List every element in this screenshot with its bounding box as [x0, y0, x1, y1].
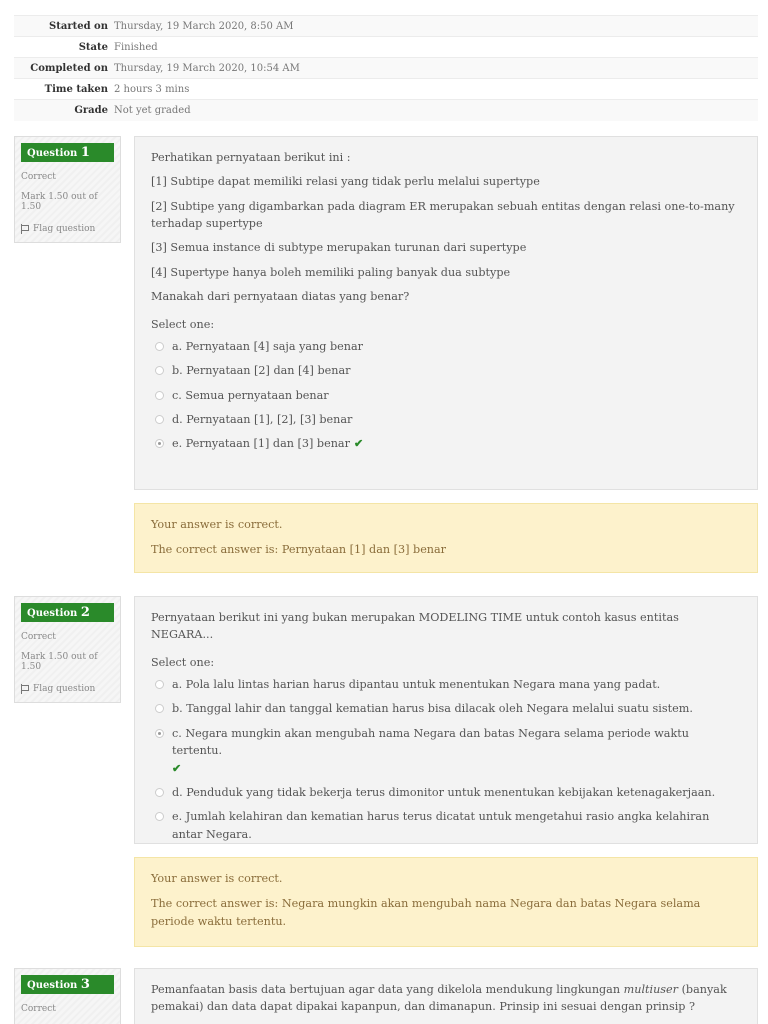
summary-value: Not yet graded: [114, 100, 758, 121]
summary-label: Completed on: [14, 58, 114, 79]
feedback-result: Your answer is correct.: [151, 518, 283, 531]
answer-option[interactable]: [151, 784, 741, 801]
question-2-content: [134, 596, 758, 844]
radio-button[interactable]: [155, 704, 164, 713]
flag-question-link[interactable]: [21, 224, 120, 234]
radio-button[interactable]: [155, 366, 164, 375]
check-icon: ✔: [172, 760, 182, 775]
question-badge: [21, 975, 114, 994]
answer-option-label: e. Jumlah kelahiran dan kematian harus terus dicatat untuk mengetahui rasio angka kelahiran antar Negara.: [172, 810, 710, 841]
question-badge: [21, 143, 114, 162]
question-number: 3: [80, 977, 90, 992]
summary-row: [14, 79, 758, 100]
answer-option[interactable]: [151, 700, 741, 717]
radio-button-checked[interactable]: [155, 439, 164, 448]
question-mark: Mark 1.50 out of 1.50: [21, 192, 98, 212]
question-text: Pernyataan berikut ini yang bukan merupakan MODELING TIME untuk contoh kasus entitas NEGARA...: [151, 611, 679, 642]
summary-value: Thursday, 19 March 2020, 10:54 AM: [114, 58, 758, 79]
radio-button[interactable]: [155, 680, 164, 689]
radio-button[interactable]: [155, 342, 164, 351]
select-one-label: Select one:: [151, 317, 215, 331]
answer-option-label: a. Pernyataan [4] saja yang benar: [172, 339, 363, 353]
question-text: [3] Semua instance di subtype merupakan turunan dari supertype: [151, 241, 527, 255]
summary-row: [14, 100, 758, 121]
flag-question-label: Flag question: [33, 224, 96, 234]
question-text-part: (banyak pemakai) dan data dapat dipakai kapanpun, dan dimanapun. Prinsip ini sesuai dengan prinsip ?: [151, 983, 727, 1014]
answer-option-label: d. Penduduk yang tidak bekerja terus dimonitor untuk menentukan kebijakan ketenagakerjaan.: [172, 785, 716, 799]
answer-option-label: d. Pernyataan [1], [2], [3] benar: [172, 412, 353, 426]
question-badge: [21, 603, 114, 622]
answer-option-label: c. Semua pernyataan benar: [172, 388, 329, 402]
question-number: 1: [80, 145, 90, 160]
answer-option[interactable]: [151, 411, 741, 428]
question-2-feedback: [134, 857, 758, 947]
question-text-emphasis: multiuser: [623, 983, 679, 996]
answer-option-selected[interactable]: [151, 435, 741, 452]
flag-icon: [21, 684, 29, 694]
feedback-correct-answer: The correct answer is: Pernyataan [1] dan [3] benar: [151, 543, 447, 557]
summary-label: Grade: [14, 100, 114, 121]
check-icon: ✔: [353, 436, 364, 451]
flag-question-link[interactable]: [21, 684, 120, 694]
radio-button[interactable]: [155, 788, 164, 797]
answer-option-label: b. Tanggal lahir dan tanggal kematian harus bisa dilacak oleh Negara melalui suatu sistem.: [172, 702, 693, 716]
answer-option[interactable]: [151, 808, 741, 843]
question-2-info: [14, 596, 121, 703]
summary-row: [14, 16, 758, 37]
question-state: Correct: [21, 1004, 56, 1014]
attempt-summary-table: [14, 15, 758, 121]
question-badge-label: Question: [27, 148, 78, 159]
question-text: [2] Subtipe yang digambarkan pada diagram ER merupakan sebuah entitas dengan relasi one-to-many terhadap supertype: [151, 199, 735, 231]
flag-question-label: Flag question: [33, 684, 96, 694]
question-3-info: [14, 968, 121, 1024]
question-state: Correct: [21, 632, 56, 642]
answer-option[interactable]: [151, 338, 741, 355]
answer-option-label: b. Pernyataan [2] dan [4] benar: [172, 364, 351, 378]
question-1-content: [134, 136, 758, 490]
question-3-content: [134, 968, 758, 1024]
answer-option-label: e. Pernyataan [1] dan [3] benar: [172, 437, 350, 451]
question-badge-label: Question: [27, 608, 78, 619]
question-text-part: Pemanfaatan basis data bertujuan agar data yang dikelola mendukung lingkungan: [151, 983, 624, 996]
feedback-result: Your answer is correct.: [151, 872, 283, 885]
answer-option[interactable]: [151, 362, 741, 379]
radio-button[interactable]: [155, 812, 164, 821]
summary-label: State: [14, 37, 114, 58]
answer-option-selected[interactable]: [151, 725, 741, 777]
radio-button-checked[interactable]: [155, 729, 164, 738]
summary-row: [14, 37, 758, 58]
answer-option[interactable]: [151, 676, 741, 693]
question-text: Perhatikan pernyataan berikut ini :: [151, 151, 351, 164]
answer-option-label: a. Pola lalu lintas harian harus dipantau untuk menentukan Negara mana yang padat.: [172, 678, 661, 692]
select-one-label: Select one:: [151, 655, 215, 669]
question-text: [151, 981, 741, 1016]
question-text: [4] Supertype hanya boleh memiliki paling banyak dua subtype: [151, 265, 511, 279]
question-number: 2: [80, 605, 90, 620]
question-1-feedback: [134, 503, 758, 573]
answer-option-label: c. Negara mungkin akan mengubah nama Negara dan batas Negara selama periode waktu tertentu.: [172, 726, 689, 758]
radio-button[interactable]: [155, 415, 164, 424]
flag-icon: [21, 224, 29, 234]
answer-option[interactable]: [151, 387, 741, 404]
summary-label: Started on: [14, 16, 114, 37]
summary-label: Time taken: [14, 79, 114, 100]
question-state: Correct: [21, 172, 56, 182]
question-badge-label: Question: [27, 980, 78, 991]
feedback-correct-answer: The correct answer is: Negara mungkin akan mengubah nama Negara dan batas Negara selama periode waktu tertentu.: [151, 897, 701, 928]
summary-row: [14, 58, 758, 79]
question-mark: Mark 1.50 out of 1.50: [21, 652, 98, 672]
summary-value: Finished: [114, 37, 758, 58]
radio-button[interactable]: [155, 391, 164, 400]
question-text: [1] Subtipe dapat memiliki relasi yang tidak perlu melalui supertype: [151, 175, 540, 189]
question-1-info: [14, 136, 121, 243]
summary-value: Thursday, 19 March 2020, 8:50 AM: [114, 16, 758, 37]
summary-value: 2 hours 3 mins: [114, 79, 758, 100]
question-prompt: Manakah dari pernyataan diatas yang benar?: [151, 290, 410, 304]
